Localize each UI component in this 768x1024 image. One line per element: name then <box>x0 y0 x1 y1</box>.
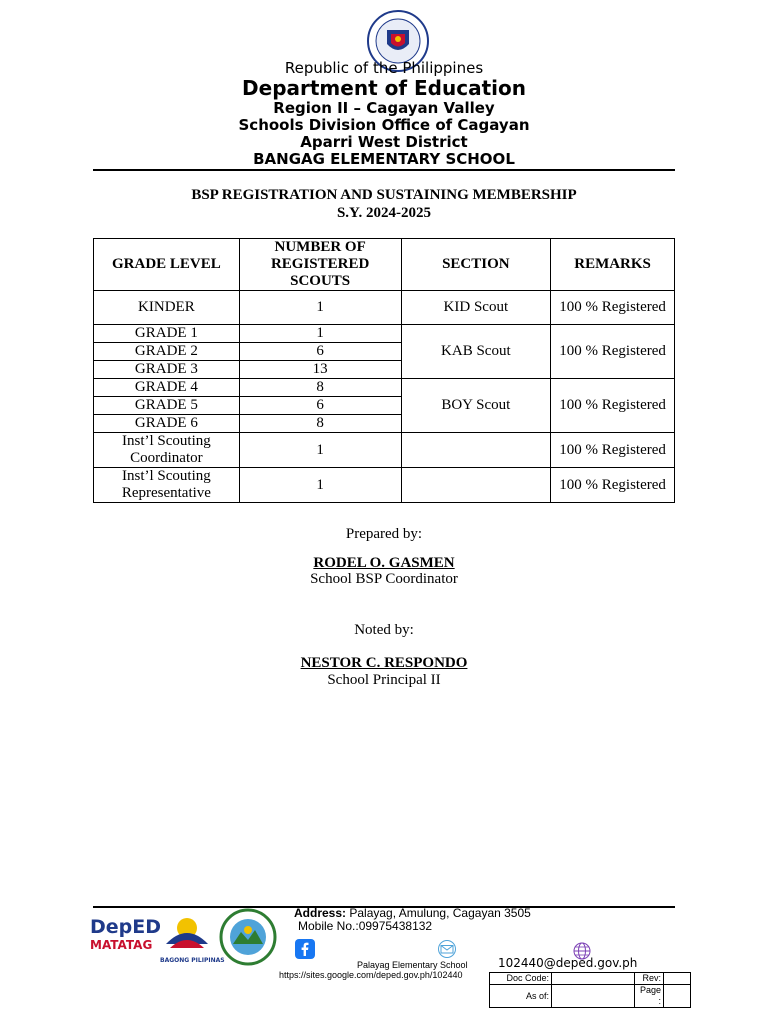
page-label: Page : <box>635 985 664 1008</box>
website-url[interactable]: https://sites.google.com/deped.gov.ph/102440 <box>279 970 463 980</box>
header-remarks: REMARKS <box>551 239 675 291</box>
section-cell <box>401 433 551 468</box>
doc-code-value <box>552 973 635 985</box>
remarks-cell: 100 % Registered <box>551 433 675 468</box>
count-cell: 13 <box>239 361 401 379</box>
noted-by-label: Noted by: <box>354 622 414 638</box>
prepared-by-label: Prepared by: <box>345 526 423 542</box>
table-row <box>94 379 675 397</box>
registration-table <box>93 238 675 503</box>
count-cell: 1 <box>239 468 401 503</box>
school-logo-icon <box>219 908 277 966</box>
remarks-cell: 100 % Registered <box>551 291 675 325</box>
grade-cell: GRADE 3 <box>94 361 240 379</box>
count-cell: 6 <box>239 397 401 415</box>
remarks-cell: 100 % Registered <box>551 379 675 433</box>
bagong-pilipinas-text: BAGONG PILIPINAS <box>160 957 225 964</box>
grade-cell: GRADE 1 <box>94 325 240 343</box>
header-grade-level: GRADE LEVEL <box>94 239 240 291</box>
grade-cell: GRADE 5 <box>94 397 240 415</box>
prepared-by-name: RODEL O. GASMEN <box>313 555 455 571</box>
deped-matatag-logo <box>90 916 162 964</box>
table-row <box>94 468 675 503</box>
header-section: SECTION <box>401 239 551 291</box>
prepared-by-title: School BSP Coordinator <box>310 571 458 587</box>
region-line: Region II – Cagayan Valley <box>273 99 495 117</box>
deped-logo-text: DepED <box>90 916 162 938</box>
count-cell: 1 <box>239 433 401 468</box>
count-cell: 1 <box>239 291 401 325</box>
section-cell: KAB Scout <box>401 325 551 379</box>
section-cell: KID Scout <box>401 291 551 325</box>
grade-cell: GRADE 6 <box>94 415 240 433</box>
as-of-label: As of: <box>490 985 552 1008</box>
address-label: Address: <box>294 906 347 920</box>
rev-value <box>664 973 691 985</box>
remarks-cell: 100 % Registered <box>551 325 675 379</box>
grade-cell: Inst’l Scouting Coordinator <box>94 433 240 468</box>
footer-address <box>294 906 531 920</box>
address-value: Palayag, Amulung, Cagayan 3505 <box>349 906 531 920</box>
bagong-pilipinas-logo <box>160 908 225 966</box>
document-title: BSP REGISTRATION AND SUSTAINING MEMBERSHIP <box>191 187 577 203</box>
grade-cell: KINDER <box>94 291 240 325</box>
count-cell: 6 <box>239 343 401 361</box>
table-row <box>94 433 675 468</box>
count-cell: 1 <box>239 325 401 343</box>
remarks-cell: 100 % Registered <box>551 468 675 503</box>
rev-label: Rev: <box>635 973 664 985</box>
header-divider <box>93 169 675 171</box>
count-cell: 8 <box>239 379 401 397</box>
district-line: Aparri West District <box>300 133 468 151</box>
table-header-row <box>94 239 675 291</box>
header-number-registered: NUMBER OF REGISTERED SCOUTS <box>239 239 401 291</box>
school-year: S.Y. 2024-2025 <box>336 205 432 221</box>
bagong-pilipinas-icon <box>160 908 214 952</box>
section-cell <box>401 468 551 503</box>
doc-code-label: Doc Code: <box>490 973 552 985</box>
section-cell: BOY Scout <box>401 379 551 433</box>
email-icon[interactable] <box>437 940 457 958</box>
department-name: Department of Education <box>242 76 526 100</box>
facebook-page-name[interactable]: Palayag Elementary School <box>357 960 468 970</box>
facebook-icon[interactable] <box>295 939 315 959</box>
footer-mobile: Mobile No.:09975438132 <box>298 919 433 933</box>
page-value <box>664 985 691 1008</box>
email-address[interactable]: 102440@deped.gov.ph <box>498 956 638 970</box>
count-cell: 8 <box>239 415 401 433</box>
republic-line: Republic of the Philippines <box>284 59 484 77</box>
noted-by-name: NESTOR C. RESPONDO <box>300 655 468 671</box>
document-control-table <box>489 972 691 1008</box>
table-row <box>94 325 675 343</box>
grade-cell: GRADE 4 <box>94 379 240 397</box>
grade-cell: GRADE 2 <box>94 343 240 361</box>
grade-cell: Inst’l Scouting Representative <box>94 468 240 503</box>
as-of-value <box>552 985 635 1008</box>
matatag-logo-text: MATATAG <box>90 938 153 952</box>
noted-by-title: School Principal II <box>327 672 441 688</box>
school-name: BANGAG ELEMENTARY SCHOOL <box>253 150 515 168</box>
table-row <box>94 291 675 325</box>
division-line: Schools Division Office of Cagayan <box>238 116 530 134</box>
